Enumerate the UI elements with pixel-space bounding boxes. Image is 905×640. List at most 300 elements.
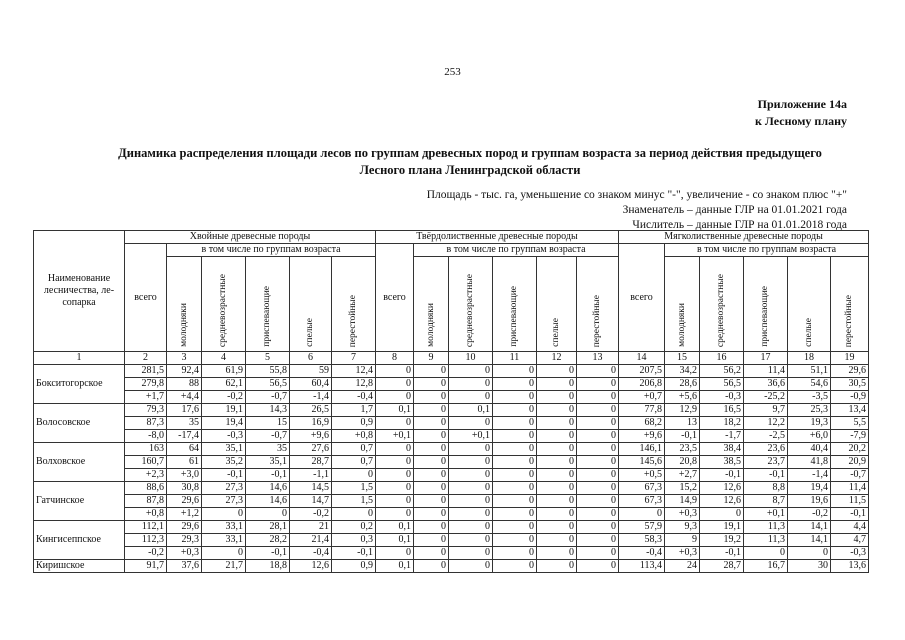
table-cell: 36,6 [744,378,788,391]
table-cell: 4,4 [831,521,869,534]
table-cell: -0,1 [831,508,869,521]
column-number: 18 [788,352,831,365]
forestry-name: Гатчинское [34,482,125,521]
table-cell: 0 [577,508,619,521]
forestry-name: Волховское [34,443,125,482]
table-cell: 0 [577,430,619,443]
table-cell: 30,8 [167,482,202,495]
table-cell: 0 [493,495,537,508]
table-cell: 14,9 [665,495,700,508]
table-cell: -0,2 [125,547,167,560]
table-cell: 0 [376,417,414,430]
forestry-name: Киришское [34,560,125,573]
table-cell: 0 [414,508,449,521]
table-cell: 88 [167,378,202,391]
table-cell: 0 [537,495,577,508]
table-cell: 14,6 [246,495,290,508]
table-cell: 0 [414,482,449,495]
table-cell: -0,4 [290,547,332,560]
title-line-1: Динамика распределения площади лесов по группам древесных пород и группам возраста за период действия предыдущего [118,146,822,160]
table-cell: 0 [577,495,619,508]
table-cell: 279,8 [125,378,167,391]
table-cell: 14,5 [290,482,332,495]
column-number: 16 [700,352,744,365]
table-cell: 145,6 [619,456,665,469]
table-cell: 0 [577,534,619,547]
table-cell: 38,4 [700,443,744,456]
table-cell: 0 [577,547,619,560]
header-age-group-label: средневозрастные [716,273,726,347]
column-number: 3 [167,352,202,365]
document-title [60,145,880,179]
table-cell: 0 [493,508,537,521]
table-cell: 29,6 [167,521,202,534]
table-cell: 19,6 [788,495,831,508]
table-row [34,391,869,404]
table-cell: 11,3 [744,534,788,547]
table-cell: 19,2 [700,534,744,547]
table-row [34,547,869,560]
table-cell: 0 [537,469,577,482]
table-cell: 19,3 [788,417,831,430]
table-cell: 61 [167,456,202,469]
table-cell: -2,5 [744,430,788,443]
table-cell: +0,3 [665,547,700,560]
table-cell: 12,6 [290,560,332,573]
table-cell: -1,4 [788,469,831,482]
table-cell: -0,1 [332,547,376,560]
table-cell: 21,4 [290,534,332,547]
table-cell: 0 [493,417,537,430]
column-number: 1 [34,352,125,365]
table-cell: 0,2 [332,521,376,534]
table-cell: 15,2 [665,482,700,495]
header-age-group [665,257,700,352]
table-cell: 20,2 [831,443,869,456]
table-cell: 0 [449,508,493,521]
table-cell: +0,1 [449,430,493,443]
table-cell: 0 [414,560,449,573]
table-cell: 0 [537,482,577,495]
table-cell: -0,7 [246,391,290,404]
table-cell: 16,7 [744,560,788,573]
header-age-group-label: молодняки [425,303,436,347]
table-cell: 0 [414,443,449,456]
table-cell: 29,6 [831,365,869,378]
table-cell: 26,5 [290,404,332,417]
notes-line-2: Знаменатель – данные ГЛР на 01.01.2021 года [622,204,847,216]
table-cell: 0,9 [332,560,376,573]
table-cell: 34,2 [665,365,700,378]
table-cell: 281,5 [125,365,167,378]
table-cell: -0,1 [744,469,788,482]
table-cell: 0 [414,378,449,391]
header-age-group [831,257,869,352]
table-row [34,508,869,521]
table-cell: 0 [493,391,537,404]
table-cell: 0,1 [376,521,414,534]
table-cell: 30,5 [831,378,869,391]
header-age-group [788,257,831,352]
table-cell: 24 [665,560,700,573]
table-cell: +0,3 [167,547,202,560]
header-age-group-label: перестойные [592,294,602,347]
header-age-group-label: молодняки [178,303,189,347]
table-cell: 0 [493,560,537,573]
table-cell: 1,5 [332,495,376,508]
table-cell: 12,8 [332,378,376,391]
table-cell: 163 [125,443,167,456]
table-cell: 59 [290,365,332,378]
header-age-groups: в том числе по группам возраста [414,244,619,257]
table-cell: 77,8 [619,404,665,417]
table-cell: 112,1 [125,521,167,534]
table-cell: 11,4 [744,365,788,378]
table-cell: 0 [493,378,537,391]
table-cell: 37,6 [167,560,202,573]
table-cell: 91,7 [125,560,167,573]
table-cell: +0,1 [376,430,414,443]
table-cell: +0,5 [619,469,665,482]
table-cell: 56,2 [700,365,744,378]
table-cell: 0 [414,521,449,534]
table-cell: 0 [577,482,619,495]
table-cell: 0,7 [332,456,376,469]
header-age-group-label: спелые [551,318,561,347]
table-cell: 0 [449,482,493,495]
table-cell: 0 [700,508,744,521]
table-cell: 14,3 [246,404,290,417]
notes-line-3: Числитель – данные ГЛР на 01.01.2018 года [632,219,847,231]
table-cell: 12,2 [744,417,788,430]
table-cell: 21 [290,521,332,534]
table-cell: 12,4 [332,365,376,378]
table-cell: 0 [414,404,449,417]
table-cell: 28,1 [246,521,290,534]
appendix-line-2: к Лесному плану [755,114,847,128]
table-cell: 0,1 [376,404,414,417]
table-cell: 16,9 [290,417,332,430]
table-cell: 29,6 [167,495,202,508]
table-row [34,365,869,378]
header-age-group [700,257,744,352]
table-cell: 11,5 [831,495,869,508]
table-cell: 33,1 [202,534,246,547]
table-row [34,443,869,456]
header-age-group-label: средневозрастные [218,273,228,347]
table-cell: 5,5 [831,417,869,430]
table-cell: 21,7 [202,560,246,573]
table-cell: 0 [577,391,619,404]
table-cell: 0 [449,560,493,573]
table-cell: 25,3 [788,404,831,417]
table-cell: 8,7 [744,495,788,508]
table-cell: +3,0 [167,469,202,482]
table-cell: -0,1 [202,469,246,482]
table-cell: +0,8 [125,508,167,521]
table-cell: 28,7 [290,456,332,469]
table-cell: 0 [537,443,577,456]
table-cell: 11,4 [831,482,869,495]
forest-dynamics-table [33,230,869,573]
table-cell: +6,0 [788,430,831,443]
table-cell: 0 [414,365,449,378]
table-cell: 0 [577,469,619,482]
forestry-name: Волосовское [34,404,125,443]
header-age-group [246,257,290,352]
header-total: всего [125,244,167,352]
table-cell: 0 [202,508,246,521]
header-age-group [202,257,246,352]
table-cell: 0 [376,365,414,378]
table-cell: 0 [246,508,290,521]
table-cell: 41,8 [788,456,831,469]
table-cell: 0,1 [376,534,414,547]
table-cell: 58,3 [619,534,665,547]
header-age-group [414,257,449,352]
column-number: 19 [831,352,869,365]
table-cell: -0,4 [332,391,376,404]
table-cell: 0 [449,378,493,391]
column-number: 15 [665,352,700,365]
title-line-2: Лесного плана Ленинградской области [359,163,581,177]
table-cell: -8,0 [125,430,167,443]
table-cell: -17,4 [167,430,202,443]
table-cell: 9 [665,534,700,547]
table-cell: 0 [449,534,493,547]
table-cell: 19,1 [700,521,744,534]
table-cell: 29,3 [167,534,202,547]
table-cell: 8,8 [744,482,788,495]
appendix-line-1: Приложение 14а [757,97,847,111]
table-cell: 0 [577,404,619,417]
header-age-group-label: приспевающие [509,286,519,347]
table-cell: 15 [246,417,290,430]
table-cell: 14,1 [788,534,831,547]
table-cell: -0,1 [246,547,290,560]
notes-line-1: Площадь - тыс. га, уменьшение со знаком минус "-", увеличение - со знаком плюс "+" [426,189,847,201]
header-age-group [167,257,202,352]
appendix-label [755,96,847,130]
table-cell: -0,4 [619,547,665,560]
table-cell: 0 [414,430,449,443]
header-age-group-label: перестойные [844,294,855,347]
header-age-group-label: молодняки [676,303,687,347]
table-cell: 0 [414,469,449,482]
table-cell: 0 [376,378,414,391]
table-cell: 62,1 [202,378,246,391]
table-cell: 87,8 [125,495,167,508]
table-cell: 1,7 [332,404,376,417]
table-cell: 0 [449,391,493,404]
header-age-group-label: приспевающие [760,286,770,347]
table-cell: 68,2 [619,417,665,430]
header-age-group [744,257,788,352]
table-cell: 113,4 [619,560,665,573]
table-cell: 0 [449,521,493,534]
column-number: 2 [125,352,167,365]
table-cell: 13,6 [831,560,869,573]
header-total: всего [376,244,414,352]
table-cell: 0,1 [376,560,414,573]
header-age-group-label: спелые [305,318,315,347]
table-cell: -0,1 [246,469,290,482]
table-cell: 0 [376,482,414,495]
table-cell: 14,1 [788,521,831,534]
header-age-group [449,257,493,352]
table-cell: 0 [414,547,449,560]
column-number: 10 [449,352,493,365]
table-row [34,495,869,508]
table-cell: 0 [537,430,577,443]
table-cell: 0 [332,469,376,482]
header-age-group [493,257,537,352]
table-cell: -0,7 [246,430,290,443]
table-cell: -0,2 [202,391,246,404]
table-cell: -1,7 [700,430,744,443]
table-cell: 14,7 [290,495,332,508]
table-cell: 57,9 [619,521,665,534]
table-cell: 0 [493,469,537,482]
table-cell: 19,4 [788,482,831,495]
table-cell: -0,2 [290,508,332,521]
table-cell: 0 [449,456,493,469]
table-cell: 112,3 [125,534,167,547]
table-cell: 0 [449,469,493,482]
table-cell: 4,7 [831,534,869,547]
table-cell: -25,2 [744,391,788,404]
table-cell: 207,5 [619,365,665,378]
table-cell: 12,9 [665,404,700,417]
column-number: 4 [202,352,246,365]
table-cell: 0 [376,469,414,482]
table-cell: 0 [537,534,577,547]
table-cell: -0,1 [700,469,744,482]
column-number: 9 [414,352,449,365]
table-cell: 0 [493,534,537,547]
table-cell: 33,1 [202,521,246,534]
table-cell: 0 [577,521,619,534]
table-cell: 0 [414,391,449,404]
table-cell: 0 [577,365,619,378]
table-cell: 64 [167,443,202,456]
table-cell: -3,5 [788,391,831,404]
table-cell: 20,8 [665,456,700,469]
table-cell: 56,5 [246,378,290,391]
table-row [34,378,869,391]
table-cell: 14,6 [246,482,290,495]
table-cell: 88,6 [125,482,167,495]
table-cell: 35,1 [202,443,246,456]
column-number: 13 [577,352,619,365]
table-cell: 0 [449,365,493,378]
table-row [34,417,869,430]
table-cell: 23,7 [744,456,788,469]
table-cell: 0 [202,547,246,560]
table-cell: 92,4 [167,365,202,378]
table-cell: 35,2 [202,456,246,469]
header-age-group-label: приспевающие [262,286,272,347]
table-cell: -0,1 [665,430,700,443]
table-cell: 17,6 [167,404,202,417]
table-cell: 35 [246,443,290,456]
table-cell: -0,3 [700,391,744,404]
table-cell: 0 [376,443,414,456]
table-cell: +9,6 [619,430,665,443]
table-cell: 38,5 [700,456,744,469]
table-cell: +1,2 [167,508,202,521]
table-cell: +9,6 [290,430,332,443]
header-name: Наименование лесничества, ле-сопарка [34,231,125,352]
table-cell: 0 [537,560,577,573]
column-number: 7 [332,352,376,365]
header-age-group [332,257,376,352]
table-cell: -1,1 [290,469,332,482]
table-cell: 0 [577,456,619,469]
table-cell: +1,7 [125,391,167,404]
table-cell: 0 [493,482,537,495]
table-row [34,560,869,573]
table-cell: 0,7 [332,443,376,456]
table-cell: 35,1 [246,456,290,469]
table-cell: 0 [537,508,577,521]
column-number: 8 [376,352,414,365]
header-group-coniferous: Хвойные древесные породы [125,231,376,244]
table-cell: 67,3 [619,482,665,495]
table-notes [427,188,847,233]
table-cell: 0 [537,378,577,391]
table-cell: 18,8 [246,560,290,573]
table-cell: 0 [537,391,577,404]
table-cell: 87,3 [125,417,167,430]
table-cell: -1,4 [290,391,332,404]
table-cell: 23,5 [665,443,700,456]
table-cell: +0,3 [665,508,700,521]
table-cell: 0 [577,378,619,391]
table-cell: -0,9 [831,391,869,404]
table-cell: 0 [493,456,537,469]
table-row [34,521,869,534]
table-cell: 0 [537,547,577,560]
table-cell: 19,4 [202,417,246,430]
table-cell: 0 [577,417,619,430]
table-cell: 56,5 [700,378,744,391]
table-cell: 54,6 [788,378,831,391]
table-cell: 0 [414,495,449,508]
table-cell: 13,4 [831,404,869,417]
table-cell: 67,3 [619,495,665,508]
table-cell: -0,3 [831,547,869,560]
header-age-group-label: спелые [803,318,814,347]
table-cell: 0 [493,443,537,456]
table-cell: 55,8 [246,365,290,378]
table-cell: 61,9 [202,365,246,378]
header-group-hardwood: Твёрдолиственные древесные породы [376,231,619,244]
table-row [34,456,869,469]
page-number: 253 [444,66,461,78]
column-number: 11 [493,352,537,365]
table-cell: 0 [493,365,537,378]
table-cell: 0 [493,521,537,534]
table-cell: +0,7 [619,391,665,404]
table-cell: -0,7 [831,469,869,482]
table-cell: 0 [577,560,619,573]
table-row [34,404,869,417]
table-cell: 27,3 [202,495,246,508]
header-total: всего [619,244,665,352]
table-cell: +2,7 [665,469,700,482]
table-cell: 0,3 [332,534,376,547]
